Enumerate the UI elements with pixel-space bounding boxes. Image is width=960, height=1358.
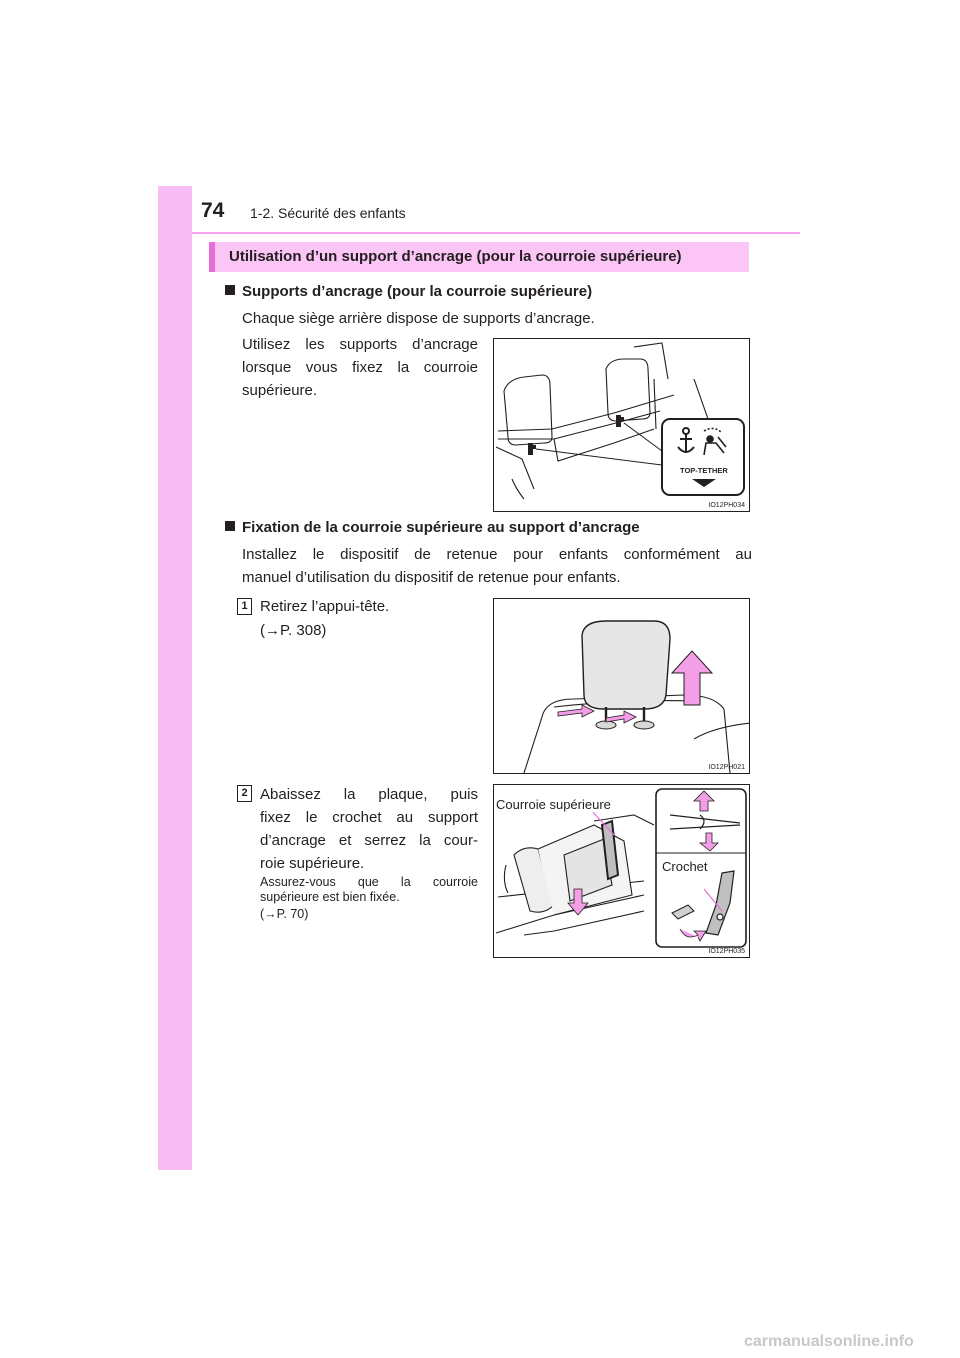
figure-code: IO12PH021 xyxy=(708,764,745,771)
paragraph-install-1: Installez le dispositif de retenue pour enfants conformément au xyxy=(242,546,752,563)
heading-attach-strap: Fixation de la courroie supérieure au support d’ancrage xyxy=(225,519,640,536)
header-rule xyxy=(192,232,800,234)
rear-seat-illustration xyxy=(494,339,750,512)
heading-anchor-brackets: Supports d’ancrage (pour la courroie supérieure) xyxy=(225,283,592,300)
figure-attach-hook xyxy=(493,784,750,958)
headrest-shape xyxy=(582,621,670,709)
paragraph-use-anchors-1: Utilisez les supports d’ancrage xyxy=(242,336,478,353)
figure-rear-seat-anchors xyxy=(493,338,750,512)
step2-text-4: roie supérieure. xyxy=(260,855,365,872)
paragraph-anchors-info: Chaque siège arrière dispose de supports d’ancrage. xyxy=(242,310,595,327)
section-header xyxy=(209,242,749,272)
step-number-1: 1 xyxy=(237,598,252,615)
step2-note-3: (→P. 70) xyxy=(260,907,309,921)
step-number-2: 2 xyxy=(237,785,252,802)
step2-text-1: Abaissez la plaque, puis xyxy=(260,786,478,803)
side-tab xyxy=(158,186,192,1170)
chapter-title: 1-2. Sécurité des enfants xyxy=(250,205,406,221)
section-title: Utilisation d’un support d’ancrage (pour la courroie supérieure) xyxy=(229,248,682,265)
watermark: carmanualsonline.info xyxy=(744,1333,914,1350)
figure-code: IO12PH034 xyxy=(708,502,745,509)
page-number: 74 xyxy=(201,199,225,222)
square-bullet-icon xyxy=(225,521,235,531)
step2-text-2: fixez le crochet au support xyxy=(260,809,478,826)
step2-note-1: Assurez-vous que la courroie xyxy=(260,875,478,889)
step1-page-ref: (→P. 308) xyxy=(260,622,327,639)
square-bullet-icon xyxy=(225,285,235,295)
callout-strap: Courroie supérieure xyxy=(496,797,611,812)
figure-remove-headrest xyxy=(493,598,750,774)
paragraph-use-anchors-2: lorsque vous fixez la courroie xyxy=(242,359,478,376)
paragraph-use-anchors-3: supérieure. xyxy=(242,382,318,399)
callout-hook: Crochet xyxy=(662,859,708,874)
up-arrow-icon xyxy=(672,651,712,705)
step1-text: Retirez l’appui-tête. xyxy=(260,598,390,615)
anchor-bracket-left xyxy=(528,443,536,455)
top-tether-label: TOP-TETHER xyxy=(680,466,728,475)
figure-code: IO12PH035 xyxy=(708,948,745,955)
paragraph-install-2: manuel d’utilisation du dispositif de retenue pour enfants. xyxy=(242,569,621,586)
step2-text-3: d’ancrage et serrez la cour- xyxy=(260,832,478,849)
step2-note-2: supérieure est bien fixée. xyxy=(260,890,400,904)
headrest-illustration xyxy=(494,599,750,774)
